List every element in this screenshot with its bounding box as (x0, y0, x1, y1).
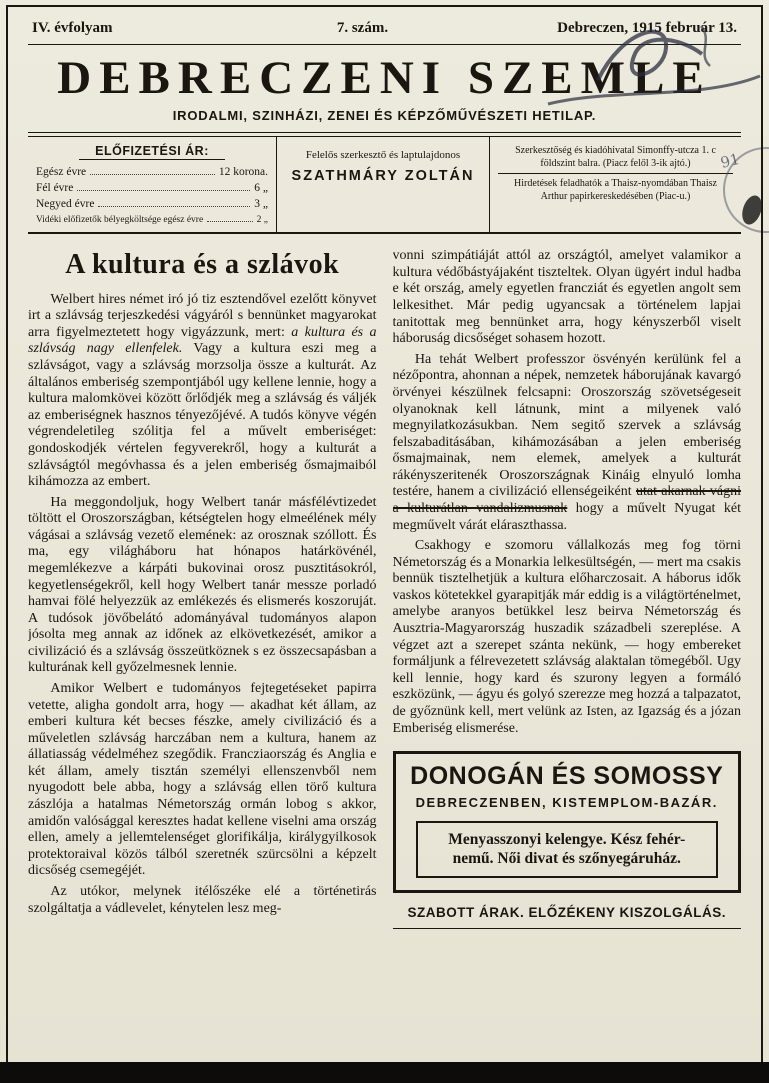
ad-title: DONOGÁN ÉS SOMOSSY (410, 762, 724, 791)
ad-footer: SZABOTT ÁRAK. ELŐZÉKENY KISZOLGÁLÁS. (393, 905, 742, 929)
subscription-row-value: 3 „ (254, 197, 268, 210)
subscription-row (36, 196, 268, 212)
article-title: A kultura és a szlávok (65, 249, 340, 281)
ad-inner-line: nemű. Női divat és szőnyegáruház. (452, 850, 681, 868)
issue-number: 7. szám. (336, 20, 389, 36)
editor-name: SZATHMÁRY ZOLTÁN (291, 167, 475, 184)
date-line: Debreczen, 1915 február 13. (557, 20, 737, 36)
subscription-row-label: Fél évre (36, 181, 74, 194)
article-paragraph: vonni szimpátiáját attól az országtól, amelyet valamikor a kultura védőbástyájaként tiszteltek. Olyan ügyért indul hadba e két ország, amely egyetlen francziát és egyetlen angolt sem lelkesithet. Már pedig ugyancsak a történelem lapjai tanitottak meg bennünket arra, hogy kényszerből viselt háboruság dicsőséget sohasem hozott. (392, 248, 741, 347)
dotted-leader (207, 221, 252, 222)
svg-text:91: 91 (718, 149, 742, 172)
subscription-title: ELŐFIZETÉSI ÁR: (79, 144, 225, 160)
article-paragraph (28, 292, 377, 491)
editor-box (277, 137, 490, 233)
office-note-1: Szerkesztőség és kiadóhivatal Simonffy-utcza 1. c földszint balra. (Piacz felől 3-ik ajtó.) (498, 141, 733, 174)
dotted-leader (90, 174, 215, 175)
dotted-leader (77, 190, 250, 191)
ad-inner-line: Menyasszonyi kelengye. Kész fehér- (448, 831, 686, 849)
subscription-row-value: 2 „ (256, 215, 268, 226)
issue-header (28, 14, 741, 45)
office-note-2: Hirdetések feladhatók a Thaisz-nyomdában Thaisz Arthur papirkereskedésében (Piac-u.) (514, 177, 717, 202)
article-column-right (393, 248, 742, 1018)
italic-phrase: a kultura és a szlávság nagy ellenfelek. (28, 324, 377, 357)
masthead-title: DEBRECZENI SZEMLE (57, 52, 712, 104)
subscription-title-wrap (36, 142, 268, 160)
article-paragraph: Amikor Welbert e tudományos fejtegetéseket papirra vetette, aligha gondolt arra, hogy — akadhat két állam, az emberi kultura két becses fészke, amely civilizáció és a műveletlen szlávság harczában nem a kultura, hanem az állatiasság védelméhez szegődik. Francziaország és Anglia e két állam, amely tisztán személyi ellenszenvből nem nyugodott bele abba, hogy a szlávság ellen törő kultura zászlója a hatalmas Németország ormán lobog s akkor, amidőn valósággal keresztes hadat kellene viselni ama ország ellen, amely a jellemtelenséget glorifikálja, királygyilkosok protektoraival közös tálból szeretnék szürcsölni a képzelt dicsőség csemegéjét. (28, 681, 377, 879)
article-paragraph (393, 352, 742, 534)
ad-subtitle: DEBRECZENBEN, KISTEMPLOM-BAZÁR. (415, 794, 718, 810)
subscription-row-label: Vidéki előfizetők bélyegköltsége egész évre (36, 215, 204, 226)
subscription-row-value: 6 „ (254, 181, 268, 194)
struck-phrase: utat akarnak vágni a kulturátlan vandalizmusnak (392, 484, 741, 516)
info-box (28, 136, 741, 235)
subscription-row (36, 214, 268, 227)
subscription-row (36, 164, 268, 180)
subscription-row (36, 180, 268, 196)
paragraph-text: Ha tehát Welbert professzor ösvényén kerülünk fel a nézőpontra, ahonnan a népek, nemzetek háborujának kavargó örvényei készülnek felcsapni: Oroszország szövetségeseit olyanoknak kell látnunk, mint a milyenek való megnyilatkozásukban. Nem segitő szervek a szlávság felszabaditásában, kihámozásában a jelen emberiség ősmajmainak, nem elemek, amelyek a kulturát rákényszeritenék Oroszországnak Kináig elnyuló lomha testére, hanem a civilizáció ellenségeiként (392, 351, 741, 500)
subscription-row-label: Negyed évre (36, 197, 95, 210)
bottom-scan-bar (0, 1062, 769, 1083)
subscription-row-label: Egész évre (36, 165, 87, 178)
article-paragraph: Csakhogy e szomoru vállalkozás meg fog törni Németország és a Monarkia lelkesültségén, — mert ma csakis bennük tisztelhetjük a kultura előharczosait. A háborus idők vaskos kötetekkel gyarapitják már eddig is a világtörténelmet, amelybe aranyos betükkel lesz beirva Németország és Ausztria-Magyarország huszadik századbeli szereplése. A végzet azt a szerepet szánta nekünk, — hogy embereket formáljunk a félrevezetett szlávság alaktalan tömegéből. Ugy kell lennie, hogy kard és szurony legyen a formáló eszközünk, — ágyu és golyó szerezze meg hozzá a talpazatot, de győznünk kell, mert velünk az Isten, az Igazság és a józan Emberiség elismerése. (392, 538, 741, 736)
ad-inner-box (416, 821, 719, 878)
paragraph-text: hogy a művelt Nyugat két megművelt várát eláraszthassa. (392, 501, 741, 533)
ad-box (393, 751, 742, 893)
masthead-subtitle: IRODALMI, SZINHÁZI, ZENEI ÉS KÉPZŐMŰVÉSZETI HETILAP. (28, 104, 741, 133)
office-box (490, 137, 741, 233)
volume-label: IV. évfolyam (32, 20, 113, 36)
editor-role: Felelős szerkesztő és laptulajdonos (305, 148, 461, 161)
subscription-box (28, 137, 277, 233)
article-paragraph: Az utókor, melynek itélőszéke elé a történetirás szolgáltatja a vádlevelet, kénytelen lesz meg- (28, 883, 377, 916)
paragraph-text: Welbert hires német iró jó tiz esztendővel ezelőtt könyvet irt a szlávság terjeszkedési vágyáról s bennünket magyarokat arra figyelmeztetett hogy vigyázzunk, mert: (28, 291, 377, 340)
article-column-left (28, 248, 377, 1018)
article-paragraph: Ha meggondoljuk, hogy Welbert tanár másfélévtizedet töltött el Oroszországban, kétségtelen hogy elmeélének mély vágásai a szlávság vezető elemének: az orosznak szóllott. És ma, egy világháboru hat hónapos határkövénél, megemlékezve a kárpáti bukovinai orosz pusztitásokról, kegyetlenségekről, kell hogy Welbert tanár messze porladó hamvai fölé helyezzük az emlékezés és elismerés koszoruját. A tudósok jövőbelátó adományával tudományos alapon jósolta meg annak az időnek az elkövetkezését, amikor a civilizáció és a szlávság összeütköznek s ez összecsapásban a kulturának kell győzelmesnek lennie. (28, 494, 377, 676)
paragraph-text: Vagy a kultura eszi meg a szlávságot, vagy a szlávság morzsolja össze a kulturát. Az általános emberiség szempontjából ugy kellene lennie, hogy a kultura malomkövei között őrlődjék meg a szlávság és váljék az emberiségnek hasznos tényezőjévé. A tudós könyve végén végrendeletileg szólitja fel a művelt emberiséget: gondoskodjék vértelen fegyverekről, hogy a kulturát a szlávságtól megóvhassa és a jelen emberiség ősmajmaiból kihámozza az embert. (28, 341, 377, 490)
subscription-row-value: 12 korona. (218, 165, 268, 178)
article-body (28, 248, 741, 1018)
dotted-leader (98, 206, 250, 207)
